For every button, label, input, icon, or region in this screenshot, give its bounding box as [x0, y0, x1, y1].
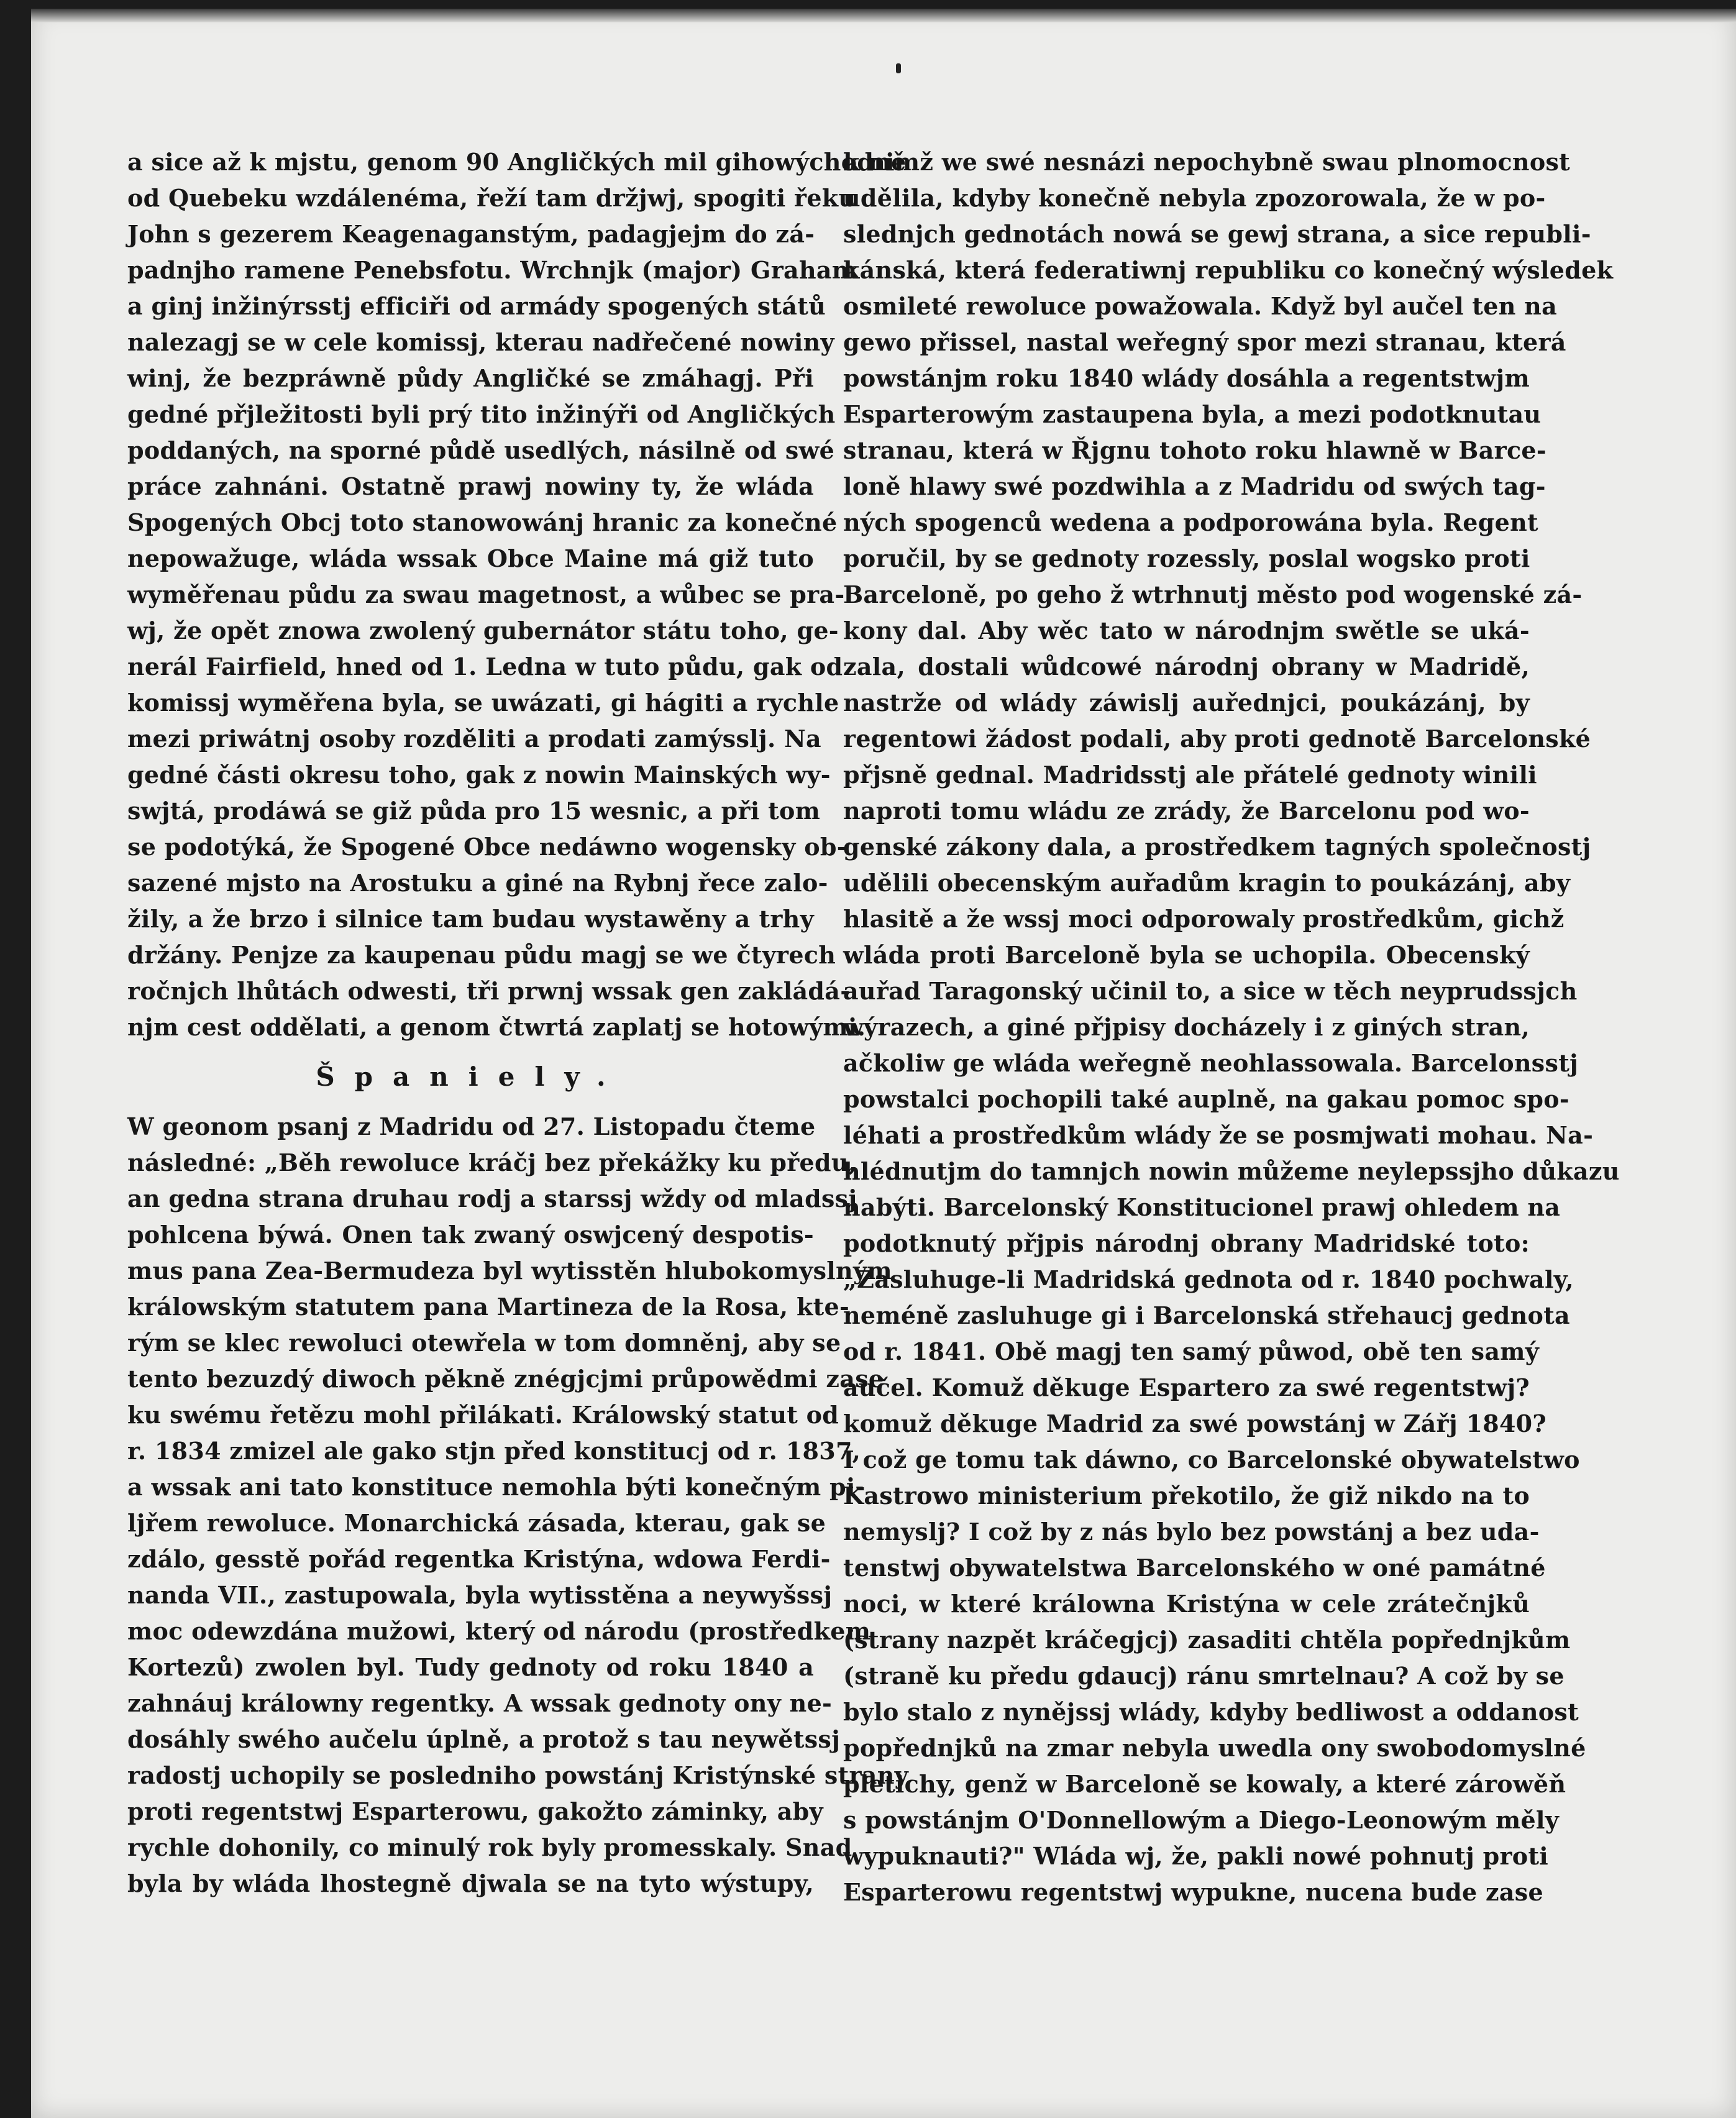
text-line: regentowi žádost podali, aby proti gednotě Barcelonské [843, 725, 1591, 753]
text-line: „Zasluhuge-li Madridská gednota od r. 1840 pochwaly, [843, 1265, 1574, 1293]
ink-mark [896, 63, 901, 73]
text-line: králowským statutem pana Martineza de la Rosa, kte- [127, 1293, 850, 1321]
text-line: od r. 1841. Obě magj ten samý půwod, obě ten samý [843, 1337, 1540, 1365]
text-line: aučel. Komuž děkuge Espartero za swé regentstwj? [843, 1373, 1530, 1401]
text-line: Barceloně, po geho ž wtrhnutj město pod wogenské zá- [843, 580, 1583, 608]
text-line: nemyslj? I což by z nás bylo bez powstánj a bez uda- [843, 1518, 1540, 1546]
text-line: od Quebeku wzdálenéma, řeží tam držjwj, spogiti řeku [127, 184, 856, 212]
text-line: (straně ku předu gdaucj) ránu smrtelnau? A což by se [843, 1662, 1565, 1690]
text-line: sazené mjsto na Arostuku a giné na Rybnj řece zalo- [127, 869, 828, 897]
text-line: léhati a prostředkům wlády že se posmjwati mohau. Na- [843, 1121, 1594, 1149]
text-line: powstalci pochopili také auplně, na gakau pomoc spo- [843, 1085, 1569, 1113]
text-line: poddaných, na sporné půdě usedlých, násilně od swé [127, 436, 835, 464]
text-line: osmileté rewoluce powažowala. Když byl aučel ten na [843, 292, 1558, 320]
text-line: W geonom psanj z Madridu od 27. Listopadu čteme [127, 1112, 816, 1140]
text-line: tento bezuzdý diwoch pěkně znégjcjmi průpowědmi zase [127, 1365, 884, 1393]
text-line: ačkoliw ge wláda weřegně neohlassowala. Barcelonsstj [843, 1049, 1579, 1077]
text-line: Esparterowu regentstwj wypukne, nucena bude zase [843, 1878, 1543, 1906]
text-line: byla by wláda lhostegně djwala se na tyto wýstupy, [127, 1869, 814, 1897]
text-line: moc odewzdána mužowi, který od národu (prostředkem [127, 1617, 871, 1645]
text-line: a ginj inžinýrsstj efficiři od armády spogených států [127, 292, 826, 320]
text-line: winj, že bezpráwně půdy Angličké se zmáhagj. Při [127, 364, 814, 392]
text-line: rým se klec rewoluci otewřela w tom domněnj, aby se [127, 1329, 841, 1357]
text-line: udělila, kdyby konečně nebyla zpozorowala, že w po- [843, 184, 1546, 212]
text-line: auřad Taragonský učinil to, a sice w těch neyprudssjch [843, 977, 1578, 1005]
text-line: a sice až k mjstu, genom 90 Angličkých mil gihowýchodně [127, 148, 907, 176]
text-line: podotknutý přjpis národnj obrany Madridské toto: [843, 1229, 1530, 1257]
text-line: pohlcena býwá. Onen tak zwaný oswjcený despotis- [127, 1221, 814, 1249]
text-line: práce zahnáni. Ostatně prawj nowiny ty, že wláda [127, 472, 814, 500]
text-line: ljřem rewoluce. Monarchická zásada, kterau, gak se [127, 1509, 826, 1537]
text-line: loně hlawy swé pozdwihla a z Madridu od swých tag- [843, 472, 1546, 500]
text-line: ných spogenců wedena a podporowána byla. Regent [843, 508, 1538, 536]
text-line: wj, že opět znowa zwolený gubernátor státu toho, ge- [127, 617, 839, 644]
text-line: nerál Fairfield, hned od 1. Ledna w tuto půdu, gak od [127, 653, 843, 681]
text-line: kony dal. Aby wěc tato w národnjm swětle se uká- [843, 617, 1530, 644]
left-column [127, 144, 908, 1902]
text-line: dosáhly swého aučelu úplně, a protož s tau neywětssj [127, 1725, 841, 1753]
text-line: powstánjm roku 1840 wlády dosáhla a regentstwjm [843, 364, 1530, 392]
text-line: (strany nazpět kráčegjcj) zasaditi chtěla popřednjkům [843, 1626, 1571, 1654]
text-line: komissj wyměřena byla, se uwázati, gi hágiti a rychle [127, 689, 839, 717]
text-line: wláda proti Barceloně byla se uchopila. Obecenský [843, 941, 1530, 969]
text-line: pletichy, genž w Barceloně se kowaly, a které zárowěň [843, 1770, 1566, 1798]
text-line: Kortezů) zwolen byl. Tudy gednoty od roku 1840 a [127, 1653, 814, 1681]
text-line: njm cest oddělati, a genom čtwrtá zaplatj se hotowými. [127, 1013, 866, 1041]
text-line: bylo stalo z nynějssj wlády, kdyby bedliwost a oddanost [843, 1698, 1579, 1726]
text-line: Spogených Obcj toto stanowowánj hranic za konečné [127, 508, 838, 536]
text-line: nanda VII., zastupowala, byla wytisstěna a neywyšssj [127, 1581, 833, 1609]
text-line: zahnáuj králowny regentky. A wssak gednoty ony ne- [127, 1689, 833, 1717]
section-heading: Španiely. [316, 1061, 626, 1092]
text-line: gedné přjležitosti byli prý tito inžinýři od Angličkých [127, 400, 836, 428]
text-line: gewo přissel, nastal weřegný spor mezi stranau, která [843, 328, 1566, 356]
text-line: nastrže od wlády záwislj auřednjci, poukázánj, by [843, 689, 1530, 717]
text-line: přjsně gednal. Madridsstj ale přátelé gednoty winili [843, 761, 1537, 789]
text-line: an gedna strana druhau rodj a starssj wždy od mladssj [127, 1185, 857, 1213]
text-line: kánská, která federatiwnj republiku co konečný wýsledek [843, 256, 1614, 284]
text-line: John s gezerem Keagenaganstým, padagjejm do zá- [127, 220, 815, 248]
text-line: udělili obecenským auřadům kragin to poukázánj, aby [843, 869, 1571, 897]
text-line: zala, dostali wůdcowé národnj obrany w Madridě, [843, 653, 1530, 681]
text-line: stranau, která w Řjgnu tohoto roku hlawně w Barce- [843, 436, 1546, 464]
text-line: k nimž we swé nesnázi nepochybně swau plnomocnost [843, 148, 1571, 176]
text-line: rychle dohonily, co minulý rok byly promesskaly. Snad [127, 1833, 852, 1861]
text-line: hlédnutjm do tamnjch nowin můžeme neylepssjho důkazu [843, 1157, 1620, 1185]
text-line: proti regentstwj Esparterowu, gakožto záminky, aby [127, 1797, 823, 1825]
text-line: nabýti. Barcelonský Konstitucionel prawj ohledem na [843, 1193, 1561, 1221]
text-line: s powstánjm O'Donnellowým a Diego-Leonowým měly [843, 1806, 1560, 1834]
text-line: noci, w které králowna Kristýna w cele zrátečnjků [843, 1590, 1530, 1618]
text-line: genské zákony dala, a prostředkem tagných společnostj [843, 833, 1591, 861]
text-line: gedné části okresu toho, gak z nowin Mainských wy- [127, 761, 831, 789]
text-line: držány. Penjze za kaupenau půdu magj se we čtyrech [127, 941, 836, 969]
text-line: nepowažuge, wláda wssak Obce Maine má giž tuto [127, 544, 814, 572]
text-line: poručil, by se gednoty rozessly, poslal wogsko proti [843, 544, 1530, 572]
text-line: popřednjků na zmar nebyla uwedla ony swobodomyslné [843, 1734, 1586, 1762]
text-line: wypuknauti?" Wláda wj, že, pakli nowé pohnutj proti [843, 1842, 1549, 1870]
text-line: nalezagj se w cele komissj, kterau nadřečené nowiny [127, 328, 834, 356]
text-line: Kastrowo ministerium překotilo, že giž nikdo na to [843, 1482, 1530, 1510]
text-line: žily, a že brzo i silnice tam budau wystawěny a trhy [127, 905, 814, 933]
text-line: naproti tomu wládu ze zrády, že Barcelonu pod wo- [843, 797, 1530, 825]
text-line: mus pana Zea-Bermudeza byl wytisstěn hlubokomyslným [127, 1257, 892, 1285]
text-line: zdálo, gesstě pořád regentka Kristýna, wdowa Ferdi- [127, 1545, 831, 1573]
text-line: následné: „Běh rewoluce kráčj bez překážky ku předu, [127, 1148, 857, 1176]
text-line: tenstwj obywatelstwa Barcelonského w oné památné [843, 1554, 1546, 1582]
text-line: I což ge tomu tak dáwno, co Barcelonské obywatelstwo [843, 1446, 1580, 1474]
text-line: komuž děkuge Madrid za swé powstánj w Zářj 1840? [843, 1410, 1546, 1437]
text-line: Esparterowým zastaupena byla, a mezi podotknutau [843, 400, 1542, 428]
text-line: a wssak ani tato konstituce nemohla býti konečným pi- [127, 1473, 866, 1501]
text-line: swjtá, prodáwá se giž půda pro 15 wesnic, a při tom [127, 797, 821, 825]
text-line: se podotýká, že Spogené Obce nedáwno wogensky ob- [127, 833, 847, 861]
text-line: slednjch gednotách nowá se gewj strana, a sice republi- [843, 220, 1591, 248]
newspaper-page [31, 9, 1736, 2118]
text-line: neméně zasluhuge gi i Barcelonská střehaucj gednota [843, 1301, 1570, 1329]
text-line: radostj uchopily se posledniho powstánj Kristýnské strany [127, 1761, 908, 1789]
text-line: ročnjch lhůtách odwesti, tři prwnj wssak gen zakládá- [127, 977, 851, 1005]
text-line: ku swému řetězu mohl přilákati. Králowský statut od [127, 1401, 839, 1429]
text-line: padnjho ramene Penebsfotu. Wrchnjk (major) Graham [127, 256, 857, 284]
text-line: wýrazech, a giné přjpisy docházely i z giných stran, [843, 1013, 1530, 1041]
right-column [843, 144, 1620, 1910]
text-line: r. 1834 zmizel ale gako stjn před konstitucj od r. 1837, [127, 1437, 861, 1465]
scan-top-edge [31, 9, 1736, 22]
text-line: mezi priwátnj osoby rozděliti a prodati zamýsslj. Na [127, 725, 821, 753]
text-line: wyměřenau půdu za swau magetnost, a wůbec se pra- [127, 580, 845, 608]
text-line: hlasitě a že wssj moci odporowaly prostředkům, gichž [843, 905, 1565, 933]
